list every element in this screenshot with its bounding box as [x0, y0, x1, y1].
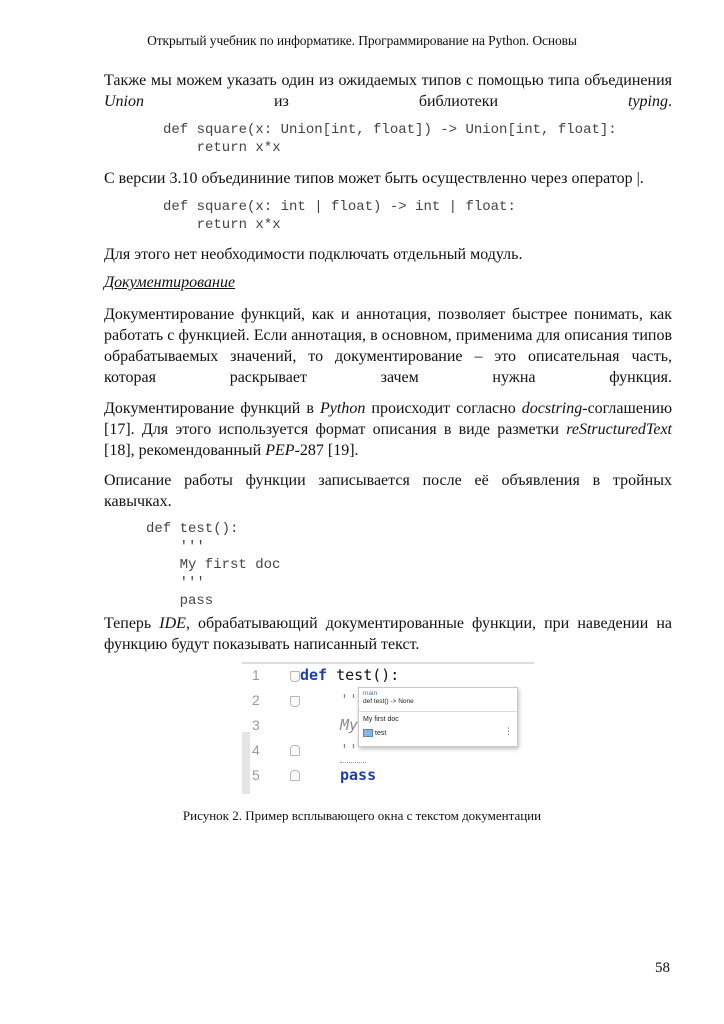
editor-line-quotes: '': [340, 691, 359, 709]
p5-text-2: происходит согласно: [365, 400, 522, 417]
paragraph-ide: [104, 613, 672, 655]
p7-ide-term: IDE: [159, 615, 186, 632]
section-heading-documentation: Документирование: [104, 274, 236, 291]
fold-marker-icon[interactable]: [290, 770, 300, 781]
ide-screenshot: [242, 662, 534, 794]
paragraph-documentation: Документирование функций, как и аннотация, позволяет быстрее понимать, как работать с функцией. Если аннотация, в основном, применима для описания типов обрабатываемых значений, то документирование – это описательная часть, которая раскрывает зачем нужна функция.: [104, 306, 672, 386]
running-header: Открытый учебник по информатике. Программирование на Python. Основы: [147, 33, 577, 48]
paragraph-triple-quotes: Описание работы функции записывается после её объявления в тройных кавычках.: [104, 472, 672, 510]
paragraph-union-intro: [104, 70, 672, 112]
code-line: return x*x: [163, 217, 281, 233]
fold-marker-icon[interactable]: [290, 745, 300, 756]
editor-line-doc: My: [340, 716, 359, 734]
popup-header: [363, 690, 414, 706]
squiggle-underline: [340, 760, 366, 763]
page-number: 58: [655, 960, 670, 976]
code-line: def square(x: Union[int, float]) -> Union[int, float]:: [163, 122, 617, 138]
code-line: def test():: [146, 521, 239, 537]
p5-python-term: Python: [320, 400, 366, 417]
keyword-def: def: [300, 666, 328, 684]
p5-text-5: -287 [19].: [294, 442, 359, 459]
editor-line-def: [300, 666, 399, 684]
editor-left-bar: [242, 732, 250, 794]
p5-text-3: -соглашению [17]. Для этого используется формат описания в виде разметки: [104, 400, 673, 438]
line-number: 2: [252, 692, 260, 708]
editor-top-border: [242, 662, 534, 664]
popup-file-name: test: [375, 729, 387, 737]
code-block-union: [163, 121, 617, 157]
p5-docstring-term: docstring: [521, 400, 583, 417]
line-number: 4: [252, 742, 260, 758]
editor-line-quotes-close: '': [340, 741, 359, 759]
p1-union-term: Union: [104, 93, 144, 110]
code-line: My first doc: [146, 557, 281, 573]
p5-text-4: [18], рекомендованный: [104, 442, 266, 459]
editor-line-pass: pass: [340, 766, 377, 784]
p5-pep-term: PEP: [265, 442, 295, 459]
popup-divider: [359, 711, 517, 712]
code-line: ''': [146, 575, 205, 591]
python-file-icon: [363, 729, 373, 737]
figure-caption: Рисунок 2. Пример всплывающего окна с текстом документации: [182, 808, 542, 823]
p1-typing-term: typing: [628, 93, 668, 110]
p1-text-1: Также мы можем указать один из ожидаемых типов с помощью типа объединения: [104, 72, 672, 89]
more-options-icon[interactable]: ⋮: [504, 726, 513, 736]
popup-module-name: main: [363, 690, 378, 697]
fold-marker-icon[interactable]: [290, 671, 300, 682]
line-number: 5: [252, 767, 260, 783]
p1-text-3: .: [668, 93, 672, 110]
line-number: 3: [252, 717, 260, 733]
fold-marker-icon[interactable]: [290, 696, 300, 707]
paragraph-no-module: Для этого нет необходимости подключать отдельный модуль.: [104, 246, 523, 263]
code-block-pipe: [163, 198, 516, 234]
paragraph-python-310: С версии 3.10 объедининие типов может быть осуществленно через оператор |.: [104, 170, 644, 187]
line-number: 1: [252, 667, 260, 683]
popup-doc-text: My first doc: [363, 716, 399, 723]
function-signature[interactable]: test():: [327, 666, 400, 684]
code-line: ''': [146, 539, 205, 555]
p5-rest-term: reStructuredText: [566, 421, 672, 438]
p7-text-2: , обрабатывающий документированные функции, при наведении на функцию будут показывать написанный текст.: [104, 615, 672, 653]
code-line: def square(x: int | float) -> int | float:: [163, 199, 516, 215]
p5-text-1: Документирование функций в: [104, 400, 321, 417]
code-block-test: [146, 520, 280, 610]
p7-text-1: Теперь: [104, 615, 160, 632]
quick-documentation-popup[interactable]: [358, 687, 518, 747]
popup-file-link[interactable]: [363, 729, 386, 737]
p1-text-2: из библиотеки: [144, 93, 628, 110]
code-line: return x*x: [163, 140, 281, 156]
code-line: pass: [146, 593, 214, 609]
paragraph-docstring: [104, 398, 672, 461]
popup-signature: def test() -> None: [363, 698, 414, 705]
